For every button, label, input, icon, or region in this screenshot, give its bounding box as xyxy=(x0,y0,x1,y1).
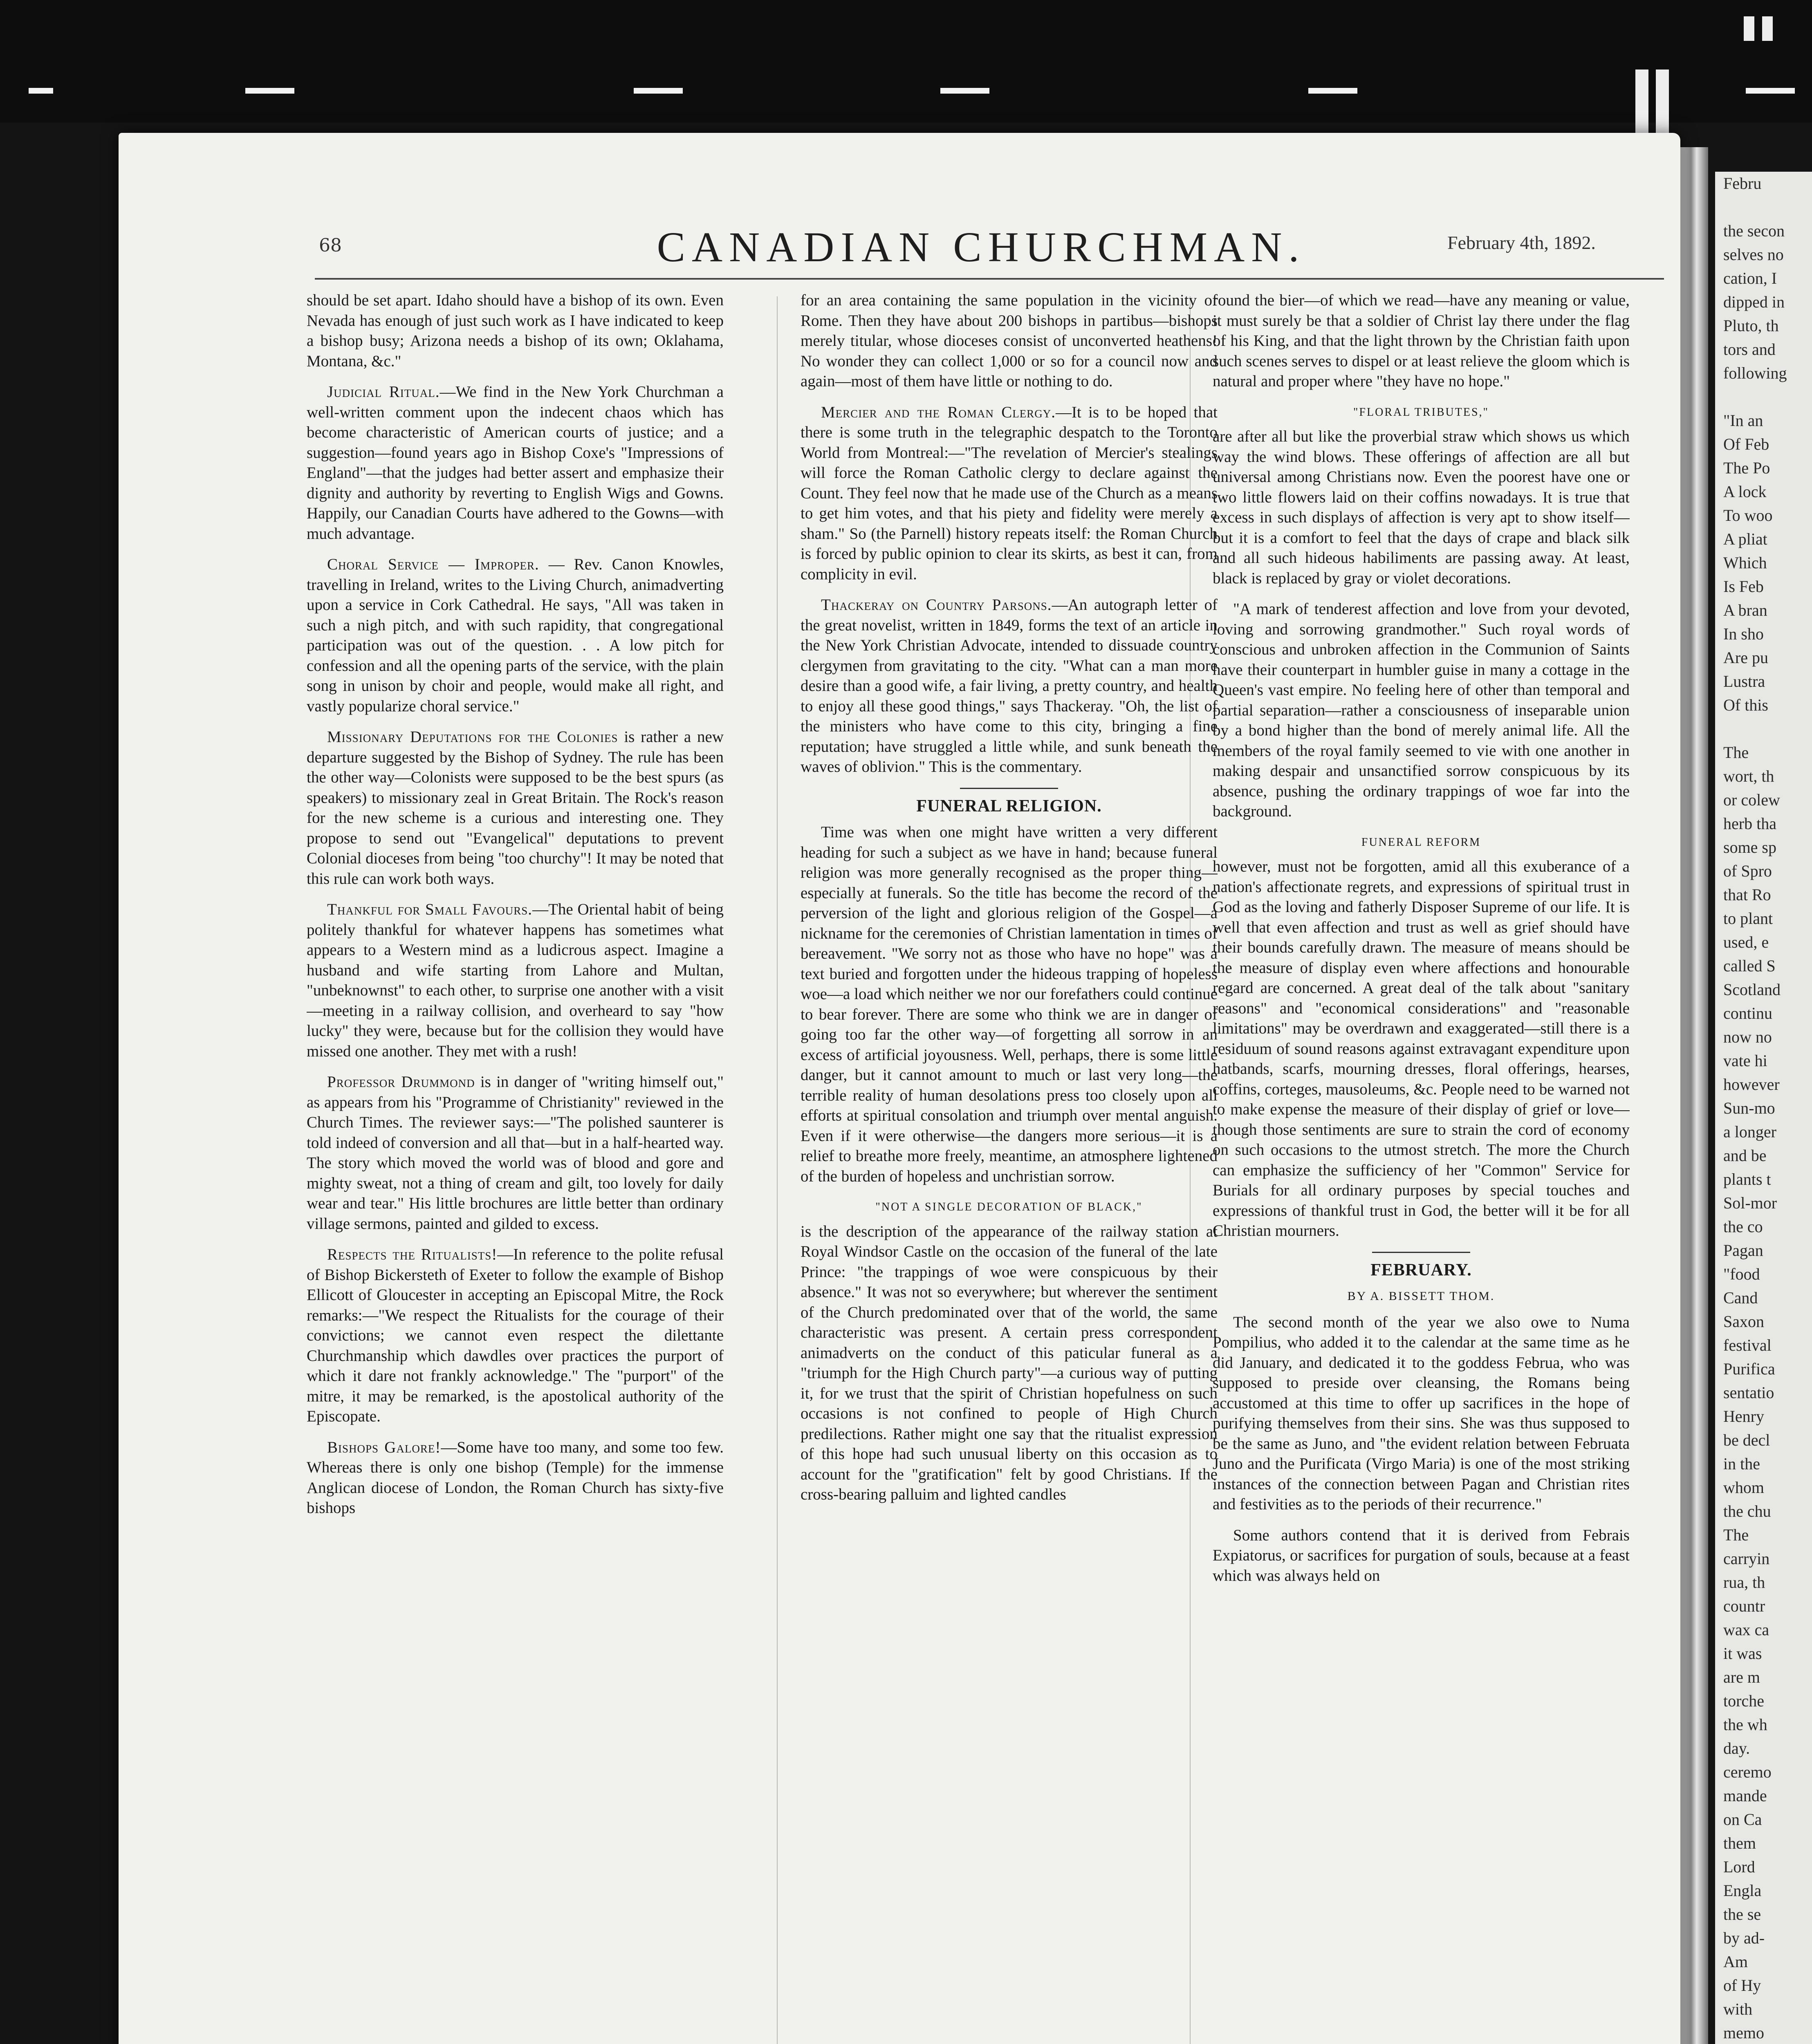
page-number: 68 xyxy=(319,235,342,256)
film-sprocket-mark xyxy=(1308,88,1357,94)
paragraph-lead: Mercier and the Roman Clergy. xyxy=(821,403,1056,421)
subheading-funeral-reform: FUNERAL REFORM xyxy=(1361,836,1481,849)
next-page-line: A lock xyxy=(1723,482,1767,501)
paragraph: are after all but like the proverbial straw which shows us which way the wind blows. These offerings of affection are all but universal among Christians now. Even the poorest have one or two little flowers laid on their coffins nowadays. It is true that excess in such displays of affection is very apt to show itself—but it is a comfort to feel that the days of crape and black silk and all such hideous habiliments are passing away. At least, black is replaced by gray or violet decorations. xyxy=(1213,428,1630,587)
paragraph-lead: Thankful for Small Favours. xyxy=(327,901,533,918)
next-page-line: vate hi xyxy=(1723,1051,1767,1070)
paragraph-lead: Missionary Deputations for the Colonies xyxy=(327,728,618,746)
next-page-line: countr xyxy=(1723,1597,1765,1615)
paragraph: for an area containing the same population in the vicinity of Rome. Then they have about 200 bishops in partibus—bishops merely titular, whose dioceses consist of unconverted heathens! No wonder they can collect 1,000 or so for a council now and again—most of them have little or nothing to do. xyxy=(801,291,1218,390)
film-frame-marker xyxy=(1744,16,1754,41)
column-1 xyxy=(307,290,724,2044)
paragraph: however, must not be forgotten, amid all this exuberance of a nation's affectionate regrets, and expressions of spiritual trust in God as the loving and fatherly Disposer Supreme of our life. It is well that even affection and trust as well as grief should have their bounds carefully drawn. The measure of means should be the measure of display even where affections and honourable regard are concerned. A great deal of the talk about "sanitary reasons" and "economical considerations" and "reasonable limitations" may be overdrawn and exaggerated—still there is a residuum of sound reasons against extravagant expenditure upon hatbands, scarfs, mourning dresses, floral offerings, hearses, coffins, corteges, mausoleums, &c. People need to be warned not to make expense the measure of their display of grief or love—though those sentiments are sure to strain the cord of economy on such occasions to the utmost stretch. The more the Church can emphasize the sufficiency of her "Common" Service for Burials for all ordinary purposes by special touches and expressions of thankful trust in God, the better will it be for all Christian mourners. xyxy=(1213,858,1630,1239)
column-separator xyxy=(777,296,778,2044)
next-page-line: Febru xyxy=(1723,174,1762,193)
next-page-line: Are pu xyxy=(1723,648,1768,667)
next-page-line: In sho xyxy=(1723,625,1764,643)
next-page-line: Am xyxy=(1723,1952,1748,1971)
paragraph-lead: Thackeray on Country Parsons. xyxy=(821,596,1052,614)
next-page-line: Sol-mor xyxy=(1723,1194,1777,1212)
paragraph xyxy=(307,1072,724,1234)
subheading-decoration: "NOT A SINGLE DECORATION OF BLACK," xyxy=(875,1201,1143,1213)
film-sprocket-mark xyxy=(1746,88,1795,94)
column-2 xyxy=(801,290,1218,2044)
next-page-line: Scotland xyxy=(1723,980,1781,999)
paragraph: The second month of the year we also owe to Numa Pompilius, who added it to the calendar at the same time as he did January, and dedicated it to the goddess Februa, who was supposed to preside over cleansing, the Romans being accustomed at this time to offer up sacrifices in the hope of purifying themselves from their sins. She was thus supposed to be the same as Juno, and "the evident relation between Februata Juno and the Purificata (Virgo Maria) is one of the most striking instances of the connection between Pagan and Christian rites and festivities as to the periods of their recurrence." xyxy=(1213,1313,1630,1513)
next-page-line: Purifica xyxy=(1723,1360,1775,1378)
next-page-line: by ad- xyxy=(1723,1929,1765,1947)
next-page-line: that Ro xyxy=(1723,885,1771,904)
next-page-line: them xyxy=(1723,1834,1756,1852)
paragraph xyxy=(307,554,724,716)
next-page-line: some sp xyxy=(1723,838,1776,856)
next-page-line: cation, I xyxy=(1723,269,1777,287)
next-page-line: memo xyxy=(1723,2024,1764,2042)
paragraph-body: is in danger of "writing himself out," as appears from his "Programme of Christianity" reviewed in the Church Times. The reviewer says:—"The polished saunterer is told indeed of conversion and all that—but in a half-hearted way. The story which moved the world was of blood and gore and mighty sweat, not a thing of cream and gilt, too lovely for daily wear and tear." His little brochures are little better than ordinary village sermons, painted and gilded to excess. xyxy=(307,1073,724,1233)
next-page-line xyxy=(1715,717,1812,741)
next-page-line: Pagan xyxy=(1723,1241,1763,1260)
next-page-line: A pliat xyxy=(1723,530,1767,548)
next-page-line: Lustra xyxy=(1723,672,1765,690)
next-page-line: selves no xyxy=(1723,245,1784,264)
next-page-line: The Po xyxy=(1723,459,1770,477)
next-page-line: wort, th xyxy=(1723,767,1774,785)
film-sprocket-mark xyxy=(245,88,294,94)
next-page-line: The xyxy=(1723,1526,1749,1544)
issue-date: February 4th, 1892. xyxy=(1447,232,1596,253)
paragraph xyxy=(801,595,1218,777)
next-page-line: mande xyxy=(1723,1786,1767,1805)
next-page-line: Saxon xyxy=(1723,1312,1764,1331)
next-page-line: the secon xyxy=(1723,222,1785,240)
next-page-line: the chu xyxy=(1723,1502,1771,1520)
next-page-line: be decl xyxy=(1723,1431,1770,1449)
next-page-line: whom xyxy=(1723,1478,1764,1497)
next-page-line: To woo xyxy=(1723,506,1773,524)
paragraph-body: —In reference to the polite refusal of Bishop Bickersteth of Exeter to follow the example of Bishop Ellicott of Gloucester in accepting an Episcopal Mitre, the Rock remarks:—"We respect the Ritualists for the courage of their convictions; we cannot even respect the dilettante Churchmanship which dawdles over practices the purport of which it dare not frankly acknowledge." The "purport" of the mitre, it may be remarked, is the apostolical authority of the Episcopate. xyxy=(307,1246,724,1425)
next-page-line: Is Feb xyxy=(1723,577,1764,596)
next-page-line: "food xyxy=(1723,1265,1760,1283)
section-divider xyxy=(960,788,1058,789)
next-page-line: to plant xyxy=(1723,909,1773,928)
next-page-line: of Hy xyxy=(1723,1976,1761,1995)
next-page-line: festival xyxy=(1723,1336,1772,1354)
paragraph xyxy=(801,402,1218,585)
next-page-line: wax ca xyxy=(1723,1620,1769,1639)
next-page-line: Henry xyxy=(1723,1407,1764,1425)
column-3 xyxy=(1213,290,1630,2044)
next-page-line: and be xyxy=(1723,1146,1767,1165)
paragraph xyxy=(307,1244,724,1427)
section-title-funeral-religion: FUNERAL RELIGION. xyxy=(916,796,1102,816)
subheading-floral-tributes: "FLORAL TRIBUTES," xyxy=(1353,406,1489,419)
paragraph-body: is rather a new departure suggested by the Bishop of Sydney. The rule has been the other way—Colonists were supposed to be the best spurs (as speakers) to missionary zeal in Great Britain. The Rock's reason for the new scheme is a curious and interesting one. They propose to send out "Evangelical" deputations to prevent Colonial dioceses from being "too churchy"! It may be noted that this rule can work both ways. xyxy=(307,728,724,888)
paragraph-lead: Bishops Galore! xyxy=(327,1438,441,1456)
next-page-line xyxy=(1715,385,1812,409)
next-page-line: or colew xyxy=(1723,791,1780,809)
next-page-line: of Spro xyxy=(1723,862,1772,880)
film-sprocket-mark xyxy=(29,88,53,94)
header-rule xyxy=(315,278,1664,280)
next-page-line: plants t xyxy=(1723,1170,1771,1188)
next-page-line: The xyxy=(1723,743,1749,762)
next-page-line: in the xyxy=(1723,1455,1760,1473)
next-page-line: used, e xyxy=(1723,933,1769,951)
paragraph: is the description of the appearance of the railway station at Royal Windsor Castle on the occasion of the funeral of the late Prince: "the trappings of woe were conspicuous by their absence." It was not so everywhere; but wherever the sentiment of the Church predominated over that of the world, the same characteristic was present. A certain press correspondent animadverts on the conduct of this paticular funeral as a "triumph for the High Church party"—a curious way of putting it, for we trust that the spirit of Christian hopefulness on such occasions is not confined to people of High Church predilections. Rather might one say that the ritualist expression of this hope had such unusual liberty on this occasion as to account for the "gratification" felt by good Christians. If the cross-bearing palluim and lighted candles xyxy=(801,1222,1218,1503)
paragraph-lead: Choral Service — Improper. xyxy=(327,556,539,573)
newspaper-page xyxy=(119,133,1680,2044)
next-page-line: day. xyxy=(1723,1739,1750,1757)
paragraph-lead: Professor Drummond xyxy=(327,1073,475,1091)
film-frame-marker xyxy=(1762,16,1773,41)
next-page-line: tors and xyxy=(1723,340,1776,359)
next-page-line: Lord xyxy=(1723,1858,1755,1876)
next-page-line: following xyxy=(1723,364,1787,382)
page-header xyxy=(119,223,1680,272)
next-page-line xyxy=(1715,195,1812,219)
next-page-line: A bran xyxy=(1723,601,1767,619)
byline: BY A. BISSETT THOM. xyxy=(1347,1289,1495,1303)
paragraph-body: —An autograph letter of the great novelist, written in 1849, forms the text of an article in the New York Christian Advocate, intended to dissuade country clergymen from gravitating to the city. "What can a man more desire than a good wife, a fair living, a pretty country, and health to enjoy all these good things," says Thackeray. "Oh, the list of the ministers who have come to this city, bringing a fine reputation; have struggled a little while, and sunk beneath the waves of oblivion." This is the commentary. xyxy=(801,596,1218,775)
paragraph-body: — Rev. Canon Knowles, travelling in Ireland, writes to the Living Church, animadverting upon a service in Cork Cathedral. He says, "All was taken in such a nigh pitch, and with such rapidity, that congregational participation was out of the question. . . A low pitch for confession and all the opening parts of the service, with the plain song in unison by choir and people, would make all right, and vastly popularize choral service." xyxy=(307,556,724,715)
paragraph: "A mark of tenderest affection and love from your devoted, loving and sorrowing grandmother." Such royal words of conscious and unbroken affection in the Communion of Saints have their counterpart in humbler guise in many a cottage in the Queen's vast empire. No feeling here of other than temporal and partial separation—rather a consciousness of inseparable union by a bond higher than the bond of merely animal life. All the members of the royal family seemed to vie with one another in making despair and unsanctified sorrow conspicuous by its absence, pushing the ordinary trappings of woe far into the background. xyxy=(1213,600,1630,820)
paragraph xyxy=(307,899,724,1061)
paragraph-body: —It is to be hoped that there is some truth in the telegraphic despatch to the Toronto World from Montreal:—"The revelation of Mercier's stealings will force the Roman Catholic clergy to declare against the Count. They feel now that he made use of the Church as a means to get him votes, and that his piety and fidelity were merely a sham." So (the Parnell) history repeats itself: the Roman Church is forced by public opinion to clear its skirts, as best it can, from complicity in evil. xyxy=(801,403,1218,583)
next-page-line: on Ca xyxy=(1723,1810,1762,1829)
next-page-line: Sun-mo xyxy=(1723,1099,1775,1117)
section-title-february: FEBRUARY. xyxy=(1370,1260,1472,1280)
next-page-line: the co xyxy=(1723,1217,1763,1236)
next-page-line: are m xyxy=(1723,1668,1760,1686)
next-page-line: Of Feb xyxy=(1723,435,1769,453)
next-page-line: dipped in xyxy=(1723,293,1785,311)
next-page-line: herb tha xyxy=(1723,814,1776,833)
next-page-line: a longer xyxy=(1723,1123,1776,1141)
next-page-line: with xyxy=(1723,2000,1753,2018)
next-page-line: called S xyxy=(1723,957,1776,975)
paragraph-body: —The Oriental habit of being politely thankful for whatever happens has sometimes what appears to a Western mind as a ludicrous aspect. Imagine a husband and wife starting from Lahore and Multan, "unbeknownst" to each other, to surprise one another with a visit—meeting in a railway collision, and overheard to say "how lucky" they were, because but for the collision they would have missed one another. They met with a rush! xyxy=(307,901,724,1060)
film-border-top xyxy=(0,0,1812,123)
next-page-line: rua, th xyxy=(1723,1573,1765,1591)
page-stack-edge xyxy=(1680,147,1708,2044)
paragraph xyxy=(307,727,724,889)
film-sprocket-mark xyxy=(634,88,683,94)
next-page-line: the se xyxy=(1723,1905,1761,1923)
next-page-line: Engla xyxy=(1723,1881,1762,1900)
masthead-title: CANADIAN CHURCHMAN. xyxy=(657,224,1306,271)
next-page-line: ceremo xyxy=(1723,1763,1772,1781)
paragraph-body: —We find in the New York Churchman a well-written comment upon the indecent chaos which has become characteristic of American courts of justice; and a suggestion—found years ago in Bishop Coxe's "Impressions of England"—that the judges had better assert and emphasize their dignity and authority by reverting to English Wigs and Gowns. Happily, our Canadian Courts have adhered to the Gowns—with much advantage. xyxy=(307,383,724,542)
next-page-line: now no xyxy=(1723,1028,1772,1046)
next-page-line: "In an xyxy=(1723,411,1763,430)
film-sprocket-mark xyxy=(940,88,989,94)
next-page-line: Which xyxy=(1723,554,1767,572)
paragraph: round the bier—of which we read—have any meaning or value, it must surely be that a soldier of Christ lay there under the flag of his King, and that the light thrown by the Christian faith upon such scenes serves to dispel or at least relieve the gloom which is natural and proper where "they have no hope." xyxy=(1213,291,1630,390)
paragraph xyxy=(307,382,724,544)
next-page-line: the wh xyxy=(1723,1715,1767,1734)
paragraph: should be set apart. Idaho should have a bishop of its own. Even Nevada has enough of just such work as I have indicated to keep a bishop busy; Arizona needs a bishop of its own; Oklahama, Montana, &c." xyxy=(307,291,724,370)
next-page-line: Cand xyxy=(1723,1289,1758,1307)
next-page-line: Pluto, th xyxy=(1723,316,1779,335)
section-divider xyxy=(1372,1252,1470,1253)
next-page-fragment xyxy=(1715,172,1812,2044)
paragraph-body: —Some have too many, and some too few. Whereas there is only one bishop (Temple) for the immense Anglican diocese of London, the Roman Church has sixty-five bishops xyxy=(307,1438,724,1517)
next-page-line: sentatio xyxy=(1723,1383,1774,1402)
paragraph: Time was when one might have written a very different heading for such a subject as we have in hand; because funeral religion was more generally recognised as the proper thing—especially at funerals. So the title has become the record of the perversion of the light and glorious religion of the Gospel—a nickname for the ceremonies of Christian lamentation in times of bereavement. "We sorry not as those who have no hope" was a text buried and forgotten under the hideous trapping of hopeless woe—a load which neither we nor our forefathers could continue to bear forever. There are some who think we are in danger of going too far the other way—of forgetting all sorrow in an excess of artificial joyousness. Well, perhaps, there is some little danger, but it cannot amount to much or last very long—the terrible reality of human desolations press too closely upon all efforts at spiritual consolation and triumph over mental anguish. Even if it were otherwise—the dangers more serious—it is a relief to breathe more freely, meantime, an atmosphere lightened of the burden of hopeless and unchristian sorrow. xyxy=(801,823,1218,1185)
paragraph: Some authors contend that it is derived from Febrais Expiatorus, or sacrifices for purgation of souls, because at a feast which was always held on xyxy=(1213,1526,1630,1585)
next-page-line: it was xyxy=(1723,1644,1762,1663)
next-page-line: however xyxy=(1723,1075,1780,1094)
paragraph-lead: Judicial Ritual. xyxy=(327,383,440,401)
next-page-line: Of this xyxy=(1723,696,1768,714)
next-page-line: carryin xyxy=(1723,1549,1770,1568)
next-page-line: torche xyxy=(1723,1692,1764,1710)
paragraph xyxy=(307,1437,724,1518)
next-page-line: continu xyxy=(1723,1004,1772,1022)
paragraph-lead: Respects the Ritualists! xyxy=(327,1246,498,1263)
